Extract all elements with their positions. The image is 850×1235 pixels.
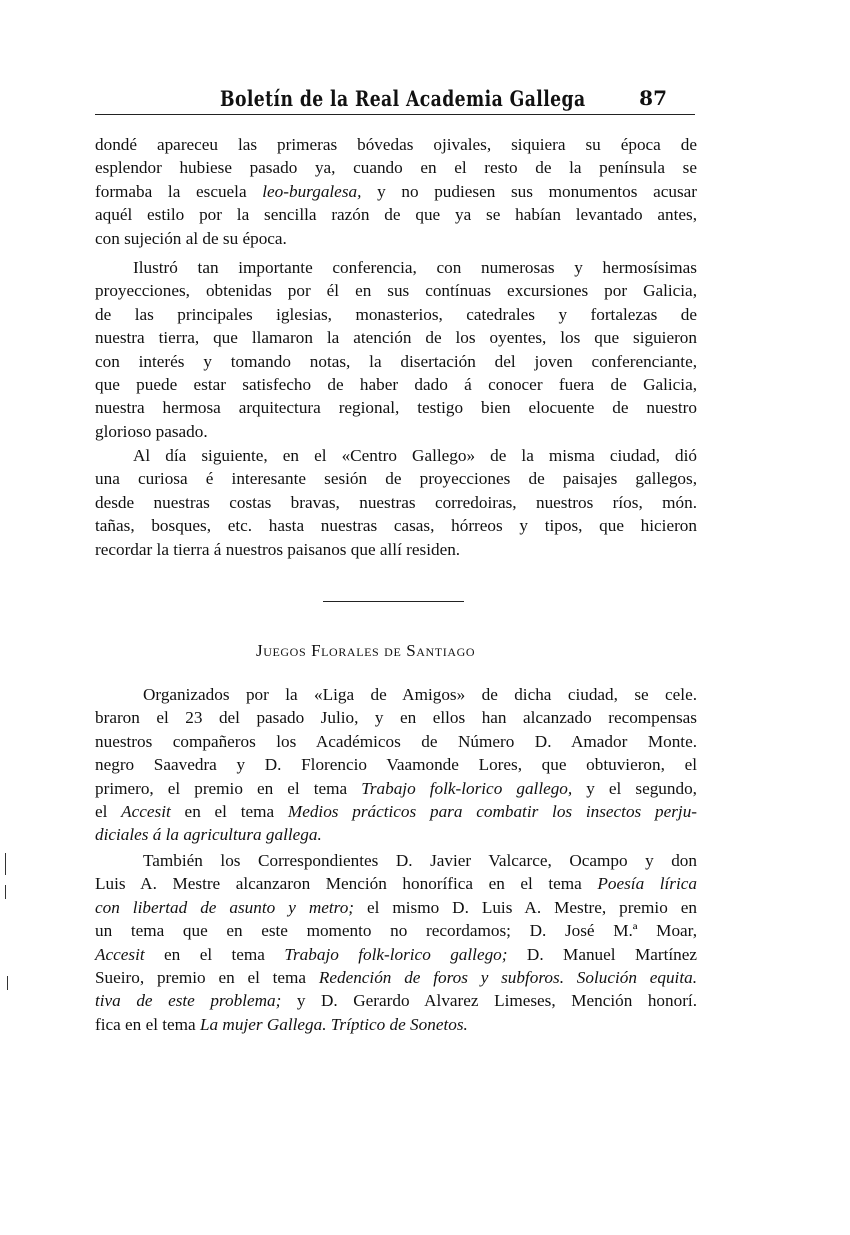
text-line: un tema que en este momento no recordamos; D. José M.ª Moar,: [95, 921, 697, 941]
text-line: proyecciones, obtenidas por él en sus contínuas excursiones por Galicia,: [95, 281, 697, 301]
section-divider: [323, 601, 464, 602]
text-line: una curiosa é interesante sesión de proyecciones de paisajes gallegos,: [95, 469, 697, 489]
text-line: esplendor hubiese pasado ya, cuando en el resto de la península se: [95, 158, 697, 178]
text-line: diciales á la agricultura gallega.: [95, 825, 322, 845]
paragraph-al-dia: [95, 444, 697, 561]
text-line: glorioso pasado.: [95, 421, 208, 441]
continued-paragraph: [95, 133, 697, 250]
text-line: Luis A. Mestre alcanzaron Mención honorífica en el tema Poesía lírica: [95, 874, 697, 894]
text-line: primero, el premio en el tema Trabajo folk-lorico gallego, y el segundo,: [95, 778, 697, 798]
paragraph-ilustro: [95, 256, 697, 443]
text-line: con sujeción al de su época.: [95, 228, 287, 248]
section-heading: Juegos Florales de Santiago: [256, 641, 476, 660]
text-line: También los Correspondientes D. Javier Valcarce, Ocampo y don: [143, 851, 697, 870]
text-line: dondé apareceu las primeras bóvedas ojivales, siquiera su época de: [95, 135, 697, 154]
paragraph-tambien: [95, 849, 697, 1036]
paragraph-organizados: [95, 683, 697, 847]
text-line: nuestra tierra, que llamaron la atención de los oyentes, los que siguieron: [95, 328, 697, 348]
journal-title: Boletín de la Real Academia Gallega: [220, 86, 586, 111]
text-line: Accesit en el tema Trabajo folk-lorico gallego; D. Manuel Martínez: [95, 944, 698, 964]
text-line: el Accesit en el tema Medios prácticos para combatir los insectos perju-: [95, 802, 698, 822]
margin-mark: [7, 976, 8, 990]
text-line: nuestra hermosa arquitectura regional, testigo bien elocuente de nuestro: [95, 398, 697, 418]
text-line: Sueiro, premio en el tema Redención de foros y subforos. Solución equita.: [95, 968, 697, 988]
text-line: negro Saavedra y D. Florencio Vaamonde Lores, que obtuvieron, el: [95, 755, 697, 775]
margin-mark: [5, 853, 6, 875]
margin-mark: [5, 885, 6, 899]
text-line: recordar la tierra á nuestros paisanos que allí residen.: [95, 539, 461, 559]
text-line: desde nuestras costas bravas, nuestras corredoiras, nuestros ríos, món.: [95, 492, 697, 512]
text-line: aquél estilo por la sencilla razón de que ya se habían levantado antes,: [95, 205, 697, 225]
running-header: [95, 86, 695, 115]
page-number: 87: [639, 86, 667, 110]
text-line: tañas, bosques, etc. hasta nuestras casas, hórreos y tipos, que hicieron: [95, 516, 697, 536]
text-line: tiva de este problema; y D. Gerardo Alvarez Limeses, Mención honorí.: [95, 991, 697, 1011]
text-line: con libertad de asunto y metro; el mismo D. Luis A. Mestre, premio en: [95, 897, 697, 917]
text-line: de las principales iglesias, monasterios, catedrales y fortalezas de: [95, 304, 697, 324]
text-line: fica en el tema La mujer Gallega. Tríptico de Sonetos.: [95, 1014, 468, 1034]
text-line: que puede estar satisfecho de haber dado á conocer fuera de Galicia,: [95, 375, 697, 395]
text-line: Ilustró tan importante conferencia, con numerosas y hermosísimas: [133, 258, 697, 277]
text-line: nuestros compañeros los Académicos de Número D. Amador Monte.: [95, 731, 697, 751]
text-line: con interés y tomando notas, la disertación del joven conferenciante,: [95, 351, 697, 371]
text-line: formaba la escuela leo-burgalesa, y no pudiesen sus monumentos acusar: [95, 181, 697, 201]
text-line: Organizados por la «Liga de Amigos» de dicha ciudad, se cele.: [143, 685, 697, 704]
text-line: braron el 23 del pasado Julio, y en ellos han alcanzado recompensas: [95, 708, 697, 728]
text-line: Al día siguiente, en el «Centro Gallego» de la misma ciudad, dió: [133, 446, 697, 465]
